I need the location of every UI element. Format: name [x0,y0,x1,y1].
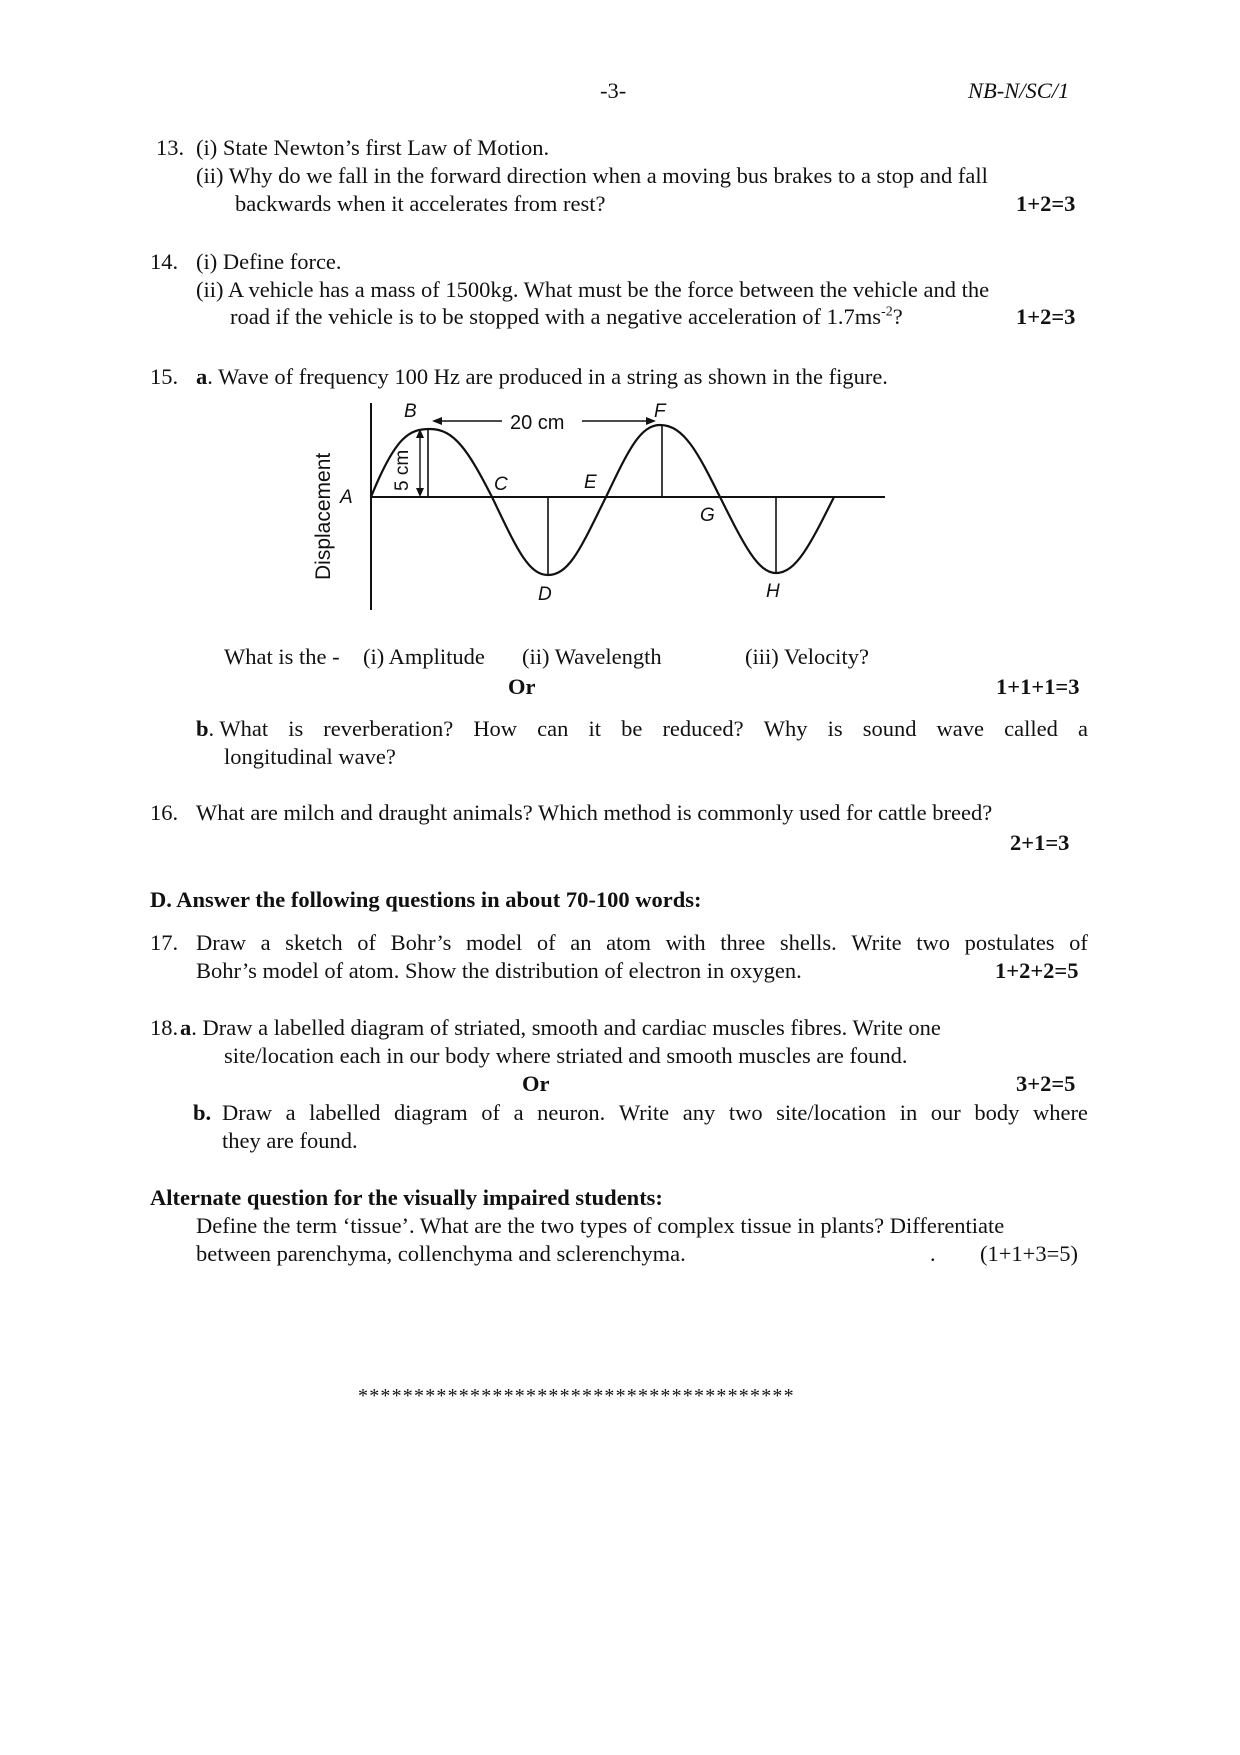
arrowhead-left [432,417,442,425]
text: . What [208,716,269,741]
question-number: 14. [150,249,179,274]
word: of [481,1100,500,1125]
text: (ii) Why do we fall in the forward direction when a moving bus brakes to a stop and fall [196,163,988,188]
alternate-dot: . [930,1241,936,1266]
word: is [288,716,304,741]
amplitude-label: 5 cm [392,449,413,491]
word: wave [936,716,985,741]
word: a [260,930,271,955]
word: Draw [222,1100,272,1125]
question-line2: Bohr’s model of atom. Show the distribution of electron in oxygen. [196,958,802,983]
word: is [827,716,843,741]
marks: 1+2+2=5 [995,958,1079,983]
part-b-line1 [196,716,1088,742]
word: labelled [309,1100,381,1125]
word: body [974,1100,1020,1125]
word: two [916,930,950,955]
word: it [588,716,601,741]
word: sound [862,716,917,741]
word: of [357,930,376,955]
wave-curve [371,425,834,575]
point-label-e: E [584,472,597,493]
word: diagram [393,1100,468,1125]
point-label-b: B [404,401,417,422]
word: in [899,1100,918,1125]
or-label: Or [508,674,536,699]
alternate-line2: between parenchyma, collenchyma and sclerenchyma. [196,1241,686,1266]
word: How [473,716,518,741]
word: Draw [196,930,246,955]
exponent: -2 [881,304,893,320]
word: our [930,1100,961,1125]
section-d-heading: D. Answer the following questions in about 70-100 words: [150,887,702,912]
text: ? [892,304,903,329]
ask-prefix: What is the - [224,644,340,669]
question-part-i: (i) Define force. [196,249,342,274]
question-part-ii-line1: (ii) A vehicle has a mass of 1500kg. What must be the force between the vehicle and the [196,277,990,302]
word: reduced? [662,716,744,741]
word: a [513,1100,524,1125]
question-line1 [196,930,1088,956]
question-part-ii-line1 [196,163,1088,189]
ask-amplitude: (i) Amplitude [363,644,485,669]
point-label-g: G [700,505,715,526]
part-a-line1 [180,1015,941,1041]
part-label: a [196,364,208,389]
point-label-a: A [340,487,353,508]
word: be [621,716,643,741]
word: called [1004,716,1058,741]
question-part-ii-line2: backwards when it accelerates from rest? [235,191,606,216]
alternate-line1: Define the term ‘tissue’. What are the two types of complex tissue in plants? Differentiate [196,1213,1005,1238]
text: . Wave of frequency 100 Hz are produced in a string as shown in the figure. [207,364,888,389]
or-label: Or [522,1071,550,1096]
word: Why [763,716,808,741]
word: an [570,930,592,955]
point-label-c: C [494,474,508,495]
question-part-i: (i) State Newton’s first Law of Motion. [196,135,550,160]
word: atom [606,930,652,955]
word: model [466,930,523,955]
question-number: 16. [150,800,179,825]
word: shells. [779,930,837,955]
text: road if the vehicle is to be stopped with a negative acceleration of 1.7ms [230,304,882,329]
marks: 1+1+1=3 [996,674,1080,699]
word: Write [618,1100,670,1125]
marks: (1+1+3=5) [980,1241,1079,1266]
wave-figure [300,395,900,615]
word: a [285,1100,296,1125]
word: site/location [776,1100,887,1125]
part-label: a [180,1015,192,1040]
question-part-ii-line2 [230,304,903,330]
part-a-line2: site/location each in our body where striated and smooth muscles are found. [224,1043,908,1068]
word: sketch [285,930,343,955]
word: two [728,1100,763,1125]
marks: 2+1=3 [1010,830,1070,855]
wavelength-label: 20 cm [510,412,565,434]
word: reverberation? [323,716,454,741]
question-number: 15. [150,364,179,389]
arrowhead-down [416,488,424,497]
word: three [720,930,766,955]
part-label: b [196,716,209,741]
alternate-heading: Alternate question for the visually impaired students: [150,1185,663,1210]
word: any [682,1100,716,1125]
paper-code: NB-N/SC/1 [968,78,1070,103]
part-b-line2: they are found. [222,1128,358,1153]
marks: 1+2=3 [1016,191,1076,216]
word: where [1032,1100,1088,1125]
point-label-d: D [538,584,552,605]
word [196,716,268,742]
word: of [1069,930,1088,955]
marks: 1+2=3 [1016,304,1076,329]
marks: 3+2=5 [1016,1071,1076,1096]
word: neuron. [537,1100,606,1125]
ask-velocity: (iii) Velocity? [745,644,869,669]
part-b-line1 [222,1100,1088,1126]
point-label-f: F [654,401,666,422]
page-number: -3- [600,78,627,103]
word: Write [851,930,902,955]
word: Bohr’s [390,930,452,955]
question-number: 18. [150,1015,179,1040]
word: with [665,930,706,955]
part-b-line2: longitudinal wave? [224,744,396,769]
part-label: b. [193,1100,212,1125]
word: of [536,930,556,955]
ask-wavelength: (ii) Wavelength [522,644,662,669]
word: postulates [964,930,1055,955]
text: . Draw a labelled diagram of striated, smooth and cardiac muscles fibres. Write one [191,1015,941,1040]
question-text: What are milch and draught animals? Which method is commonly used for cattle breed? [196,800,993,825]
y-axis-label: Displacement [312,452,335,580]
word: a [1077,716,1088,741]
word: can [537,716,569,741]
question-number: 13. [156,135,185,160]
end-stars: *************************************** [358,1385,795,1407]
question-number: 17. [150,930,179,955]
part-a-text [196,364,888,390]
point-label-h: H [766,581,780,602]
